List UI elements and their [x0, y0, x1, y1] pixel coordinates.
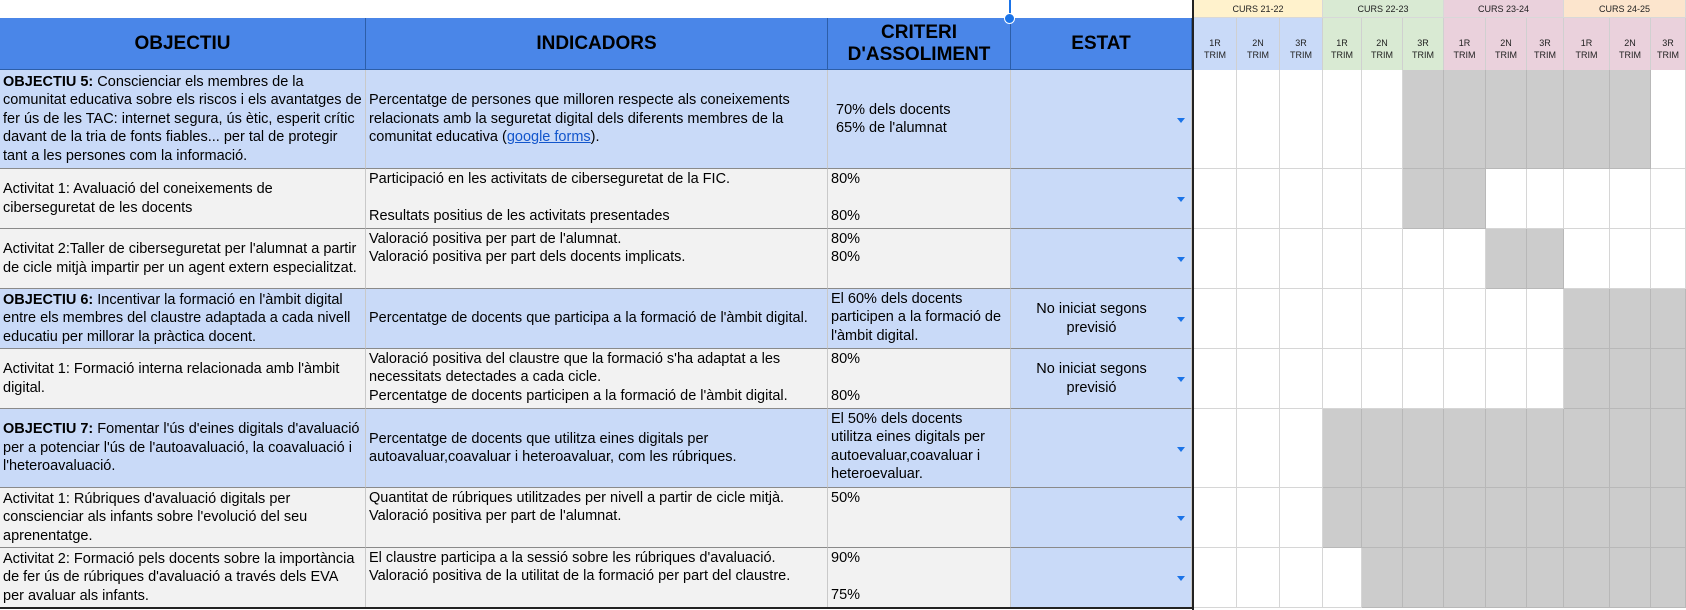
indicador-line	[369, 188, 824, 206]
schedule-cell-empty[interactable]	[1194, 169, 1237, 229]
criteri-line: El 50% dels docents utilitza eines digitals per autoevaluar,coavaluar i heteroevaluar.	[831, 411, 985, 483]
schedule-cell-planned[interactable]	[1527, 229, 1564, 289]
schedule-cell-planned[interactable]	[1444, 169, 1486, 229]
criteri-text	[831, 410, 1007, 484]
schedule-cell-empty[interactable]	[1194, 409, 1237, 488]
indicador-line: Percentatge de docents participen a la formació de l'àmbit digital.	[369, 387, 788, 404]
year-header	[1564, 0, 1686, 18]
objectiu-description: Conscienciar els membres de la comunitat educativa sobre els riscos i els avantatges de fer ús de les TAC: internet segura, ús ètic, esperit crític davant de la tria de fonts fiables... per tal de protegir tant a les persones com la informació.	[3, 73, 362, 164]
indicador-line: Percentatge de persones que milloren respecte als coneixements relacionats amb la seguretat digital dels diferents membres de la comunitat educativa (	[369, 92, 790, 146]
estat-dropdown[interactable]	[1011, 70, 1192, 169]
header-indicadors-label: INDICADORS	[536, 32, 657, 54]
criteri-line	[831, 188, 1007, 206]
trimester-header	[1610, 18, 1651, 70]
criteri-cell[interactable]	[828, 229, 1011, 289]
criteri-line	[831, 368, 1007, 386]
schedule-cell-planned[interactable]	[1403, 409, 1444, 488]
criteri-text	[836, 101, 950, 138]
criteri-line: 80%	[831, 231, 861, 247]
indicadors-cell[interactable]	[366, 548, 828, 608]
indicador-text	[369, 230, 824, 267]
objectiu-text	[3, 291, 362, 346]
schedule-cell-empty[interactable]	[1237, 409, 1280, 488]
criteri-text	[831, 230, 1007, 267]
objectiu-cell[interactable]	[0, 349, 366, 409]
schedule-cell-empty[interactable]	[1280, 70, 1323, 169]
indicador-text	[369, 430, 824, 467]
chevron-down-icon[interactable]	[1177, 197, 1185, 202]
trimester-header	[1362, 18, 1403, 70]
trimester-number: 2N	[1500, 37, 1512, 48]
schedule-cell-empty[interactable]	[1323, 169, 1362, 229]
header-objectiu-label: OBJECTIU	[134, 32, 231, 54]
header-indicadors[interactable]	[366, 18, 828, 70]
schedule-cell-empty[interactable]	[1194, 289, 1237, 349]
estat-dropdown[interactable]	[1011, 229, 1192, 289]
schedule-cell-planned[interactable]	[1486, 548, 1527, 608]
criteri-line: 80%	[831, 351, 861, 367]
criteri-line: 80%	[831, 207, 861, 224]
header-criteri[interactable]	[828, 18, 1011, 70]
schedule-cell-empty[interactable]	[1362, 169, 1403, 229]
schedule-cell-empty[interactable]	[1444, 349, 1486, 409]
schedule-cell-empty[interactable]	[1651, 169, 1686, 229]
trimester-header	[1194, 18, 1237, 70]
schedule-cell-planned[interactable]	[1610, 289, 1651, 349]
objectiu-cell[interactable]	[0, 229, 366, 289]
schedule-cell-empty[interactable]	[1444, 229, 1486, 289]
objectiu-text	[3, 73, 362, 165]
schedule-cell-planned[interactable]	[1564, 409, 1610, 488]
indicador-line: Valoració positiva de la utilitat de la formació per part del claustre.	[369, 568, 791, 585]
schedule-cell-empty[interactable]	[1237, 488, 1280, 548]
trimester-header	[1280, 18, 1323, 70]
schedule-cell-empty[interactable]	[1280, 169, 1323, 229]
schedule-cell-planned[interactable]	[1610, 409, 1651, 488]
objectiu-cell[interactable]	[0, 289, 366, 349]
schedule-cell-empty[interactable]	[1362, 349, 1403, 409]
year-header	[1194, 0, 1323, 18]
trimester-header	[1403, 18, 1444, 70]
schedule-cell-planned[interactable]	[1486, 488, 1527, 548]
schedule-cell-empty[interactable]	[1237, 548, 1280, 608]
indicadors-cell[interactable]	[366, 169, 828, 229]
trimester-word: TRIM	[1290, 50, 1312, 60]
schedule-cell-planned[interactable]	[1527, 70, 1564, 169]
objectiu-description: Incentivar la formació en l'àmbit digital entre els membres del claustre adaptada a cada nivell educatiu per millorar la pràctica docent.	[3, 291, 351, 345]
indicadors-cell[interactable]	[366, 349, 828, 409]
objectiu-text	[3, 180, 362, 217]
schedule-cell-empty[interactable]	[1362, 229, 1403, 289]
schedule-cell-empty[interactable]	[1610, 169, 1651, 229]
schedule-cell-planned[interactable]	[1610, 548, 1651, 608]
estat-value: No iniciat segons previsió	[1036, 361, 1147, 396]
schedule-cell-empty[interactable]	[1527, 349, 1564, 409]
trimester-header	[1323, 18, 1362, 70]
schedule-cell-planned[interactable]	[1527, 548, 1564, 608]
bottom-border	[0, 607, 1194, 609]
trimester-header	[1237, 18, 1280, 70]
schedule-cell-planned[interactable]	[1610, 70, 1651, 169]
estat-dropdown[interactable]	[1011, 349, 1192, 409]
schedule-cell-empty[interactable]	[1486, 169, 1527, 229]
objectiu-cell[interactable]	[0, 548, 366, 608]
indicador-line: Valoració positiva per part de l'alumnat.	[369, 231, 622, 247]
trimester-word: TRIM	[1534, 50, 1556, 60]
schedule-cell-planned[interactable]	[1486, 70, 1527, 169]
trimester-word: TRIM	[1453, 50, 1476, 60]
schedule-cell-empty[interactable]	[1237, 349, 1280, 409]
schedule-cell-planned[interactable]	[1403, 548, 1444, 608]
trimester-number: 1R	[1336, 37, 1348, 48]
schedule-cell-empty[interactable]	[1194, 70, 1237, 169]
indicador-text	[369, 170, 824, 225]
frozen-column-divider	[1192, 0, 1194, 610]
schedule-cell-empty[interactable]	[1610, 229, 1651, 289]
chevron-down-icon[interactable]	[1177, 447, 1185, 452]
trimester-number: 3R	[1539, 37, 1551, 48]
schedule-cell-planned[interactable]	[1403, 169, 1444, 229]
indicador-line: Valoració positiva per part de l'alumnat.	[369, 508, 622, 525]
trimester-header	[1651, 18, 1686, 70]
criteri-line: 90%	[831, 550, 861, 566]
objectiu-description: Activitat 2:Taller de ciberseguretat per l'alumnat a partir de cicle mitjà impartir per un agent extern especialitzat.	[3, 241, 357, 276]
schedule-cell-empty[interactable]	[1403, 289, 1444, 349]
year-label: CURS 24-25	[1598, 3, 1651, 14]
schedule-cell-planned[interactable]	[1444, 488, 1486, 548]
trimester-number: 1R	[1458, 37, 1471, 48]
schedule-cell-planned[interactable]	[1564, 488, 1610, 548]
trimester-word: TRIM	[1657, 50, 1679, 60]
schedule-cell-planned[interactable]	[1444, 70, 1486, 169]
schedule-cell-planned[interactable]	[1527, 409, 1564, 488]
schedule-cell-planned[interactable]	[1564, 70, 1610, 169]
trimester-word: TRIM	[1247, 50, 1269, 60]
trimester-header	[1527, 18, 1564, 70]
indicador-line: Valoració positiva per part dels docents implicats.	[369, 249, 686, 266]
objectiu-text	[3, 550, 362, 605]
schedule-cell-planned[interactable]	[1564, 548, 1610, 608]
trimester-word: TRIM	[1331, 50, 1353, 60]
schedule-cell-planned[interactable]	[1444, 548, 1486, 608]
schedule-cell-empty[interactable]	[1323, 229, 1362, 289]
criteri-line: 70% dels docents	[836, 101, 951, 118]
schedule-cell-empty[interactable]	[1323, 70, 1362, 169]
year-header	[1323, 0, 1444, 18]
objectiu-number: OBJECTIU 5:	[3, 73, 94, 90]
criteri-cell[interactable]	[828, 488, 1011, 548]
header-criteri-label: CRITERI D'ASSOLIMENT	[847, 21, 991, 65]
criteri-cell[interactable]	[828, 169, 1011, 229]
schedule-cell-empty[interactable]	[1280, 289, 1323, 349]
chevron-down-icon[interactable]	[1177, 377, 1185, 382]
objectiu-text	[3, 240, 362, 277]
header-estat-label: ESTAT	[1071, 32, 1131, 54]
schedule-cell-planned[interactable]	[1486, 409, 1527, 488]
objectiu-cell[interactable]	[0, 488, 366, 548]
schedule-cell-empty[interactable]	[1651, 229, 1686, 289]
criteri-line	[831, 567, 1007, 585]
schedule-cell-planned[interactable]	[1651, 349, 1686, 409]
schedule-cell-empty[interactable]	[1323, 349, 1362, 409]
indicadors-cell[interactable]	[366, 409, 828, 488]
criteri-text	[831, 350, 1007, 405]
schedule-cell-planned[interactable]	[1362, 548, 1403, 608]
criteri-cell[interactable]	[828, 70, 1011, 169]
objectiu-text	[3, 490, 362, 545]
schedule-cell-empty[interactable]	[1403, 349, 1444, 409]
objectiu-cell[interactable]	[0, 409, 366, 488]
indicador-text	[369, 549, 824, 586]
criteri-text	[831, 170, 1007, 225]
schedule-cell-empty[interactable]	[1564, 229, 1610, 289]
objectiu-description: Activitat 1: Formació interna relacionada amb l'àmbit digital.	[3, 361, 340, 396]
criteri-line: 65% de l'alumnat	[836, 120, 947, 136]
indicador-line: Quantitat de rúbriques utilitzades per nivell a partir de cicle mitjà.	[369, 490, 785, 506]
trimester-number: 2N	[1376, 37, 1388, 48]
estat-dropdown[interactable]	[1011, 548, 1192, 608]
schedule-cell-planned[interactable]	[1486, 229, 1527, 289]
indicador-text	[369, 350, 824, 405]
criteri-line: 50%	[831, 490, 861, 506]
criteri-cell[interactable]	[828, 548, 1011, 608]
estat-dropdown[interactable]	[1011, 409, 1192, 488]
schedule-cell-planned[interactable]	[1564, 349, 1610, 409]
indicadors-cell[interactable]	[366, 289, 828, 349]
schedule-cell-empty[interactable]	[1194, 548, 1237, 608]
schedule-cell-planned[interactable]	[1651, 409, 1686, 488]
schedule-cell-empty[interactable]	[1194, 229, 1237, 289]
top-blank-row	[0, 0, 1194, 18]
trimester-word: TRIM	[1575, 50, 1598, 60]
indicador-text	[369, 309, 808, 327]
indicador-text	[369, 489, 824, 526]
schedule-cell-empty[interactable]	[1194, 349, 1237, 409]
criteri-line: 80%	[831, 249, 861, 266]
objectiu-description: Activitat 2: Formació pels docents sobre la importància de fer ús de rúbriques d'avaluació a través dels EVA per avaluar als infants.	[3, 550, 355, 604]
objectiu-cell[interactable]	[0, 70, 366, 169]
schedule-cell-planned[interactable]	[1651, 548, 1686, 608]
indicador-line-end: ).	[590, 129, 600, 146]
trimester-word: TRIM	[1204, 50, 1226, 60]
schedule-cell-planned[interactable]	[1651, 488, 1686, 548]
schedule-cell-empty[interactable]	[1403, 229, 1444, 289]
schedule-cell-empty[interactable]	[1564, 169, 1610, 229]
schedule-cell-planned[interactable]	[1403, 70, 1444, 169]
schedule-cell-planned[interactable]	[1362, 488, 1403, 548]
objectiu-description: Activitat 1: Avaluació del coneixements de ciberseguretat de les docents	[3, 181, 273, 216]
schedule-cell-empty[interactable]	[1362, 70, 1403, 169]
indicador-line: Percentatge de docents que participa a la formació de l'àmbit digital.	[369, 310, 808, 327]
indicador-line: Valoració positiva del claustre que la formació s'ha adaptat a les necessitats detectades a cada cicle.	[369, 351, 781, 386]
objectiu-description: Fomentar l'ús d'eines digitals d'avaluació per a potenciar l'ús de l'autoavaluació, la coavaluació i l'heteroavaluació.	[3, 421, 360, 475]
trimester-number: 1R	[1209, 37, 1221, 48]
schedule-cell-planned[interactable]	[1564, 289, 1610, 349]
schedule-cell-empty[interactable]	[1651, 70, 1686, 169]
trimester-word: TRIM	[1619, 50, 1641, 60]
chevron-down-icon[interactable]	[1177, 576, 1185, 581]
criteri-line: El 60% dels docents participen a la formació de l'àmbit digital.	[831, 291, 1002, 344]
criteri-text	[831, 549, 1007, 604]
schedule-cell-planned[interactable]	[1403, 488, 1444, 548]
indicador-text	[369, 91, 824, 146]
schedule-cell-planned[interactable]	[1362, 409, 1403, 488]
schedule-cell-planned[interactable]	[1651, 289, 1686, 349]
schedule-cell-empty[interactable]	[1280, 548, 1323, 608]
trimester-header	[1444, 18, 1486, 70]
year-label: CURS 23-24	[1477, 3, 1530, 14]
schedule-cell-planned[interactable]	[1323, 488, 1362, 548]
criteri-cell[interactable]	[828, 409, 1011, 488]
schedule-cell-planned[interactable]	[1527, 488, 1564, 548]
column-resize-handle[interactable]	[1004, 13, 1015, 24]
chevron-down-icon[interactable]	[1177, 118, 1185, 123]
schedule-cell-empty[interactable]	[1237, 169, 1280, 229]
trimester-number: 3R	[1295, 37, 1307, 48]
indicador-line: Participació en les activitats de ciberseguretat de la FIC.	[369, 171, 731, 187]
objectiu-text	[3, 360, 362, 397]
estat-dropdown[interactable]	[1011, 169, 1192, 229]
schedule-cell-empty[interactable]	[1362, 289, 1403, 349]
schedule-cell-empty[interactable]	[1237, 70, 1280, 169]
schedule-cell-planned[interactable]	[1610, 488, 1651, 548]
year-header	[1444, 0, 1564, 18]
criteri-line: 80%	[831, 387, 861, 404]
estat-dropdown[interactable]	[1011, 488, 1192, 548]
trimester-header	[1564, 18, 1610, 70]
indicador-line: Resultats positius de les activitats presentades	[369, 207, 670, 224]
year-label: CURS 21-22	[1232, 3, 1284, 14]
header-estat[interactable]	[1011, 18, 1192, 70]
trimester-number: 2N	[1624, 37, 1636, 48]
google-forms-link[interactable]: google forms	[506, 129, 591, 146]
objectiu-text	[3, 420, 362, 475]
schedule-cell-empty[interactable]	[1486, 349, 1527, 409]
criteri-line: 75%	[831, 586, 861, 603]
criteri-text	[831, 489, 1007, 548]
trimester-number: 3R	[1417, 37, 1429, 48]
trimester-word: TRIM	[1495, 50, 1517, 60]
trimester-word: TRIM	[1371, 50, 1393, 60]
schedule-cell-empty[interactable]	[1323, 289, 1362, 349]
chevron-down-icon[interactable]	[1177, 317, 1185, 322]
objectiu-number: OBJECTIU 6:	[3, 291, 94, 308]
schedule-cell-empty[interactable]	[1194, 488, 1237, 548]
trimester-number: 2N	[1252, 37, 1264, 48]
schedule-cell-empty[interactable]	[1280, 229, 1323, 289]
objectiu-cell[interactable]	[0, 169, 366, 229]
schedule-cell-empty[interactable]	[1280, 349, 1323, 409]
trimester-word: TRIM	[1412, 50, 1434, 60]
trimester-number: 3R	[1662, 37, 1674, 48]
schedule-cell-empty[interactable]	[1444, 289, 1486, 349]
criteri-cell[interactable]	[828, 349, 1011, 409]
criteri-text	[831, 290, 1007, 345]
schedule-cell-empty[interactable]	[1323, 548, 1362, 608]
criteri-line	[831, 507, 1007, 525]
criteri-line	[831, 526, 1007, 544]
schedule-cell-planned[interactable]	[1610, 349, 1651, 409]
objectiu-description: Activitat 1: Rúbriques d'avaluació digitals per conscienciar als infants sobre l'evolució del seu aprenentatge.	[3, 490, 308, 544]
schedule-cell-planned[interactable]	[1323, 409, 1362, 488]
year-label: CURS 22-23	[1357, 3, 1409, 14]
objectiu-number: OBJECTIU 7:	[3, 421, 94, 438]
schedule-cell-empty[interactable]	[1486, 289, 1527, 349]
indicador-line: Percentatge de docents que utilitza eines digitals per autoavaluar,coavaluar i heteroavaluar, com les rúbriques.	[369, 430, 737, 465]
chevron-down-icon[interactable]	[1177, 257, 1185, 262]
schedule-cell-empty[interactable]	[1527, 169, 1564, 229]
chevron-down-icon[interactable]	[1177, 516, 1185, 521]
schedule-cell-empty[interactable]	[1237, 229, 1280, 289]
schedule-cell-empty[interactable]	[1527, 289, 1564, 349]
criteri-line: 80%	[831, 171, 861, 187]
header-objectiu[interactable]	[0, 18, 366, 70]
estat-dropdown[interactable]	[1011, 289, 1192, 349]
indicadors-cell[interactable]	[366, 229, 828, 289]
trimester-header	[1486, 18, 1527, 70]
schedule-cell-empty[interactable]	[1280, 488, 1323, 548]
criteri-cell[interactable]	[828, 289, 1011, 349]
indicadors-cell[interactable]	[366, 70, 828, 169]
indicador-line: El claustre participa a la sessió sobre les rúbriques d'avaluació.	[369, 550, 776, 566]
schedule-cell-planned[interactable]	[1444, 409, 1486, 488]
schedule-cell-empty[interactable]	[1237, 289, 1280, 349]
indicadors-cell[interactable]	[366, 488, 828, 548]
schedule-cell-empty[interactable]	[1280, 409, 1323, 488]
estat-value: No iniciat segons previsió	[1036, 301, 1147, 336]
trimester-number: 1R	[1580, 37, 1593, 48]
column-resize-line	[1009, 0, 1011, 14]
